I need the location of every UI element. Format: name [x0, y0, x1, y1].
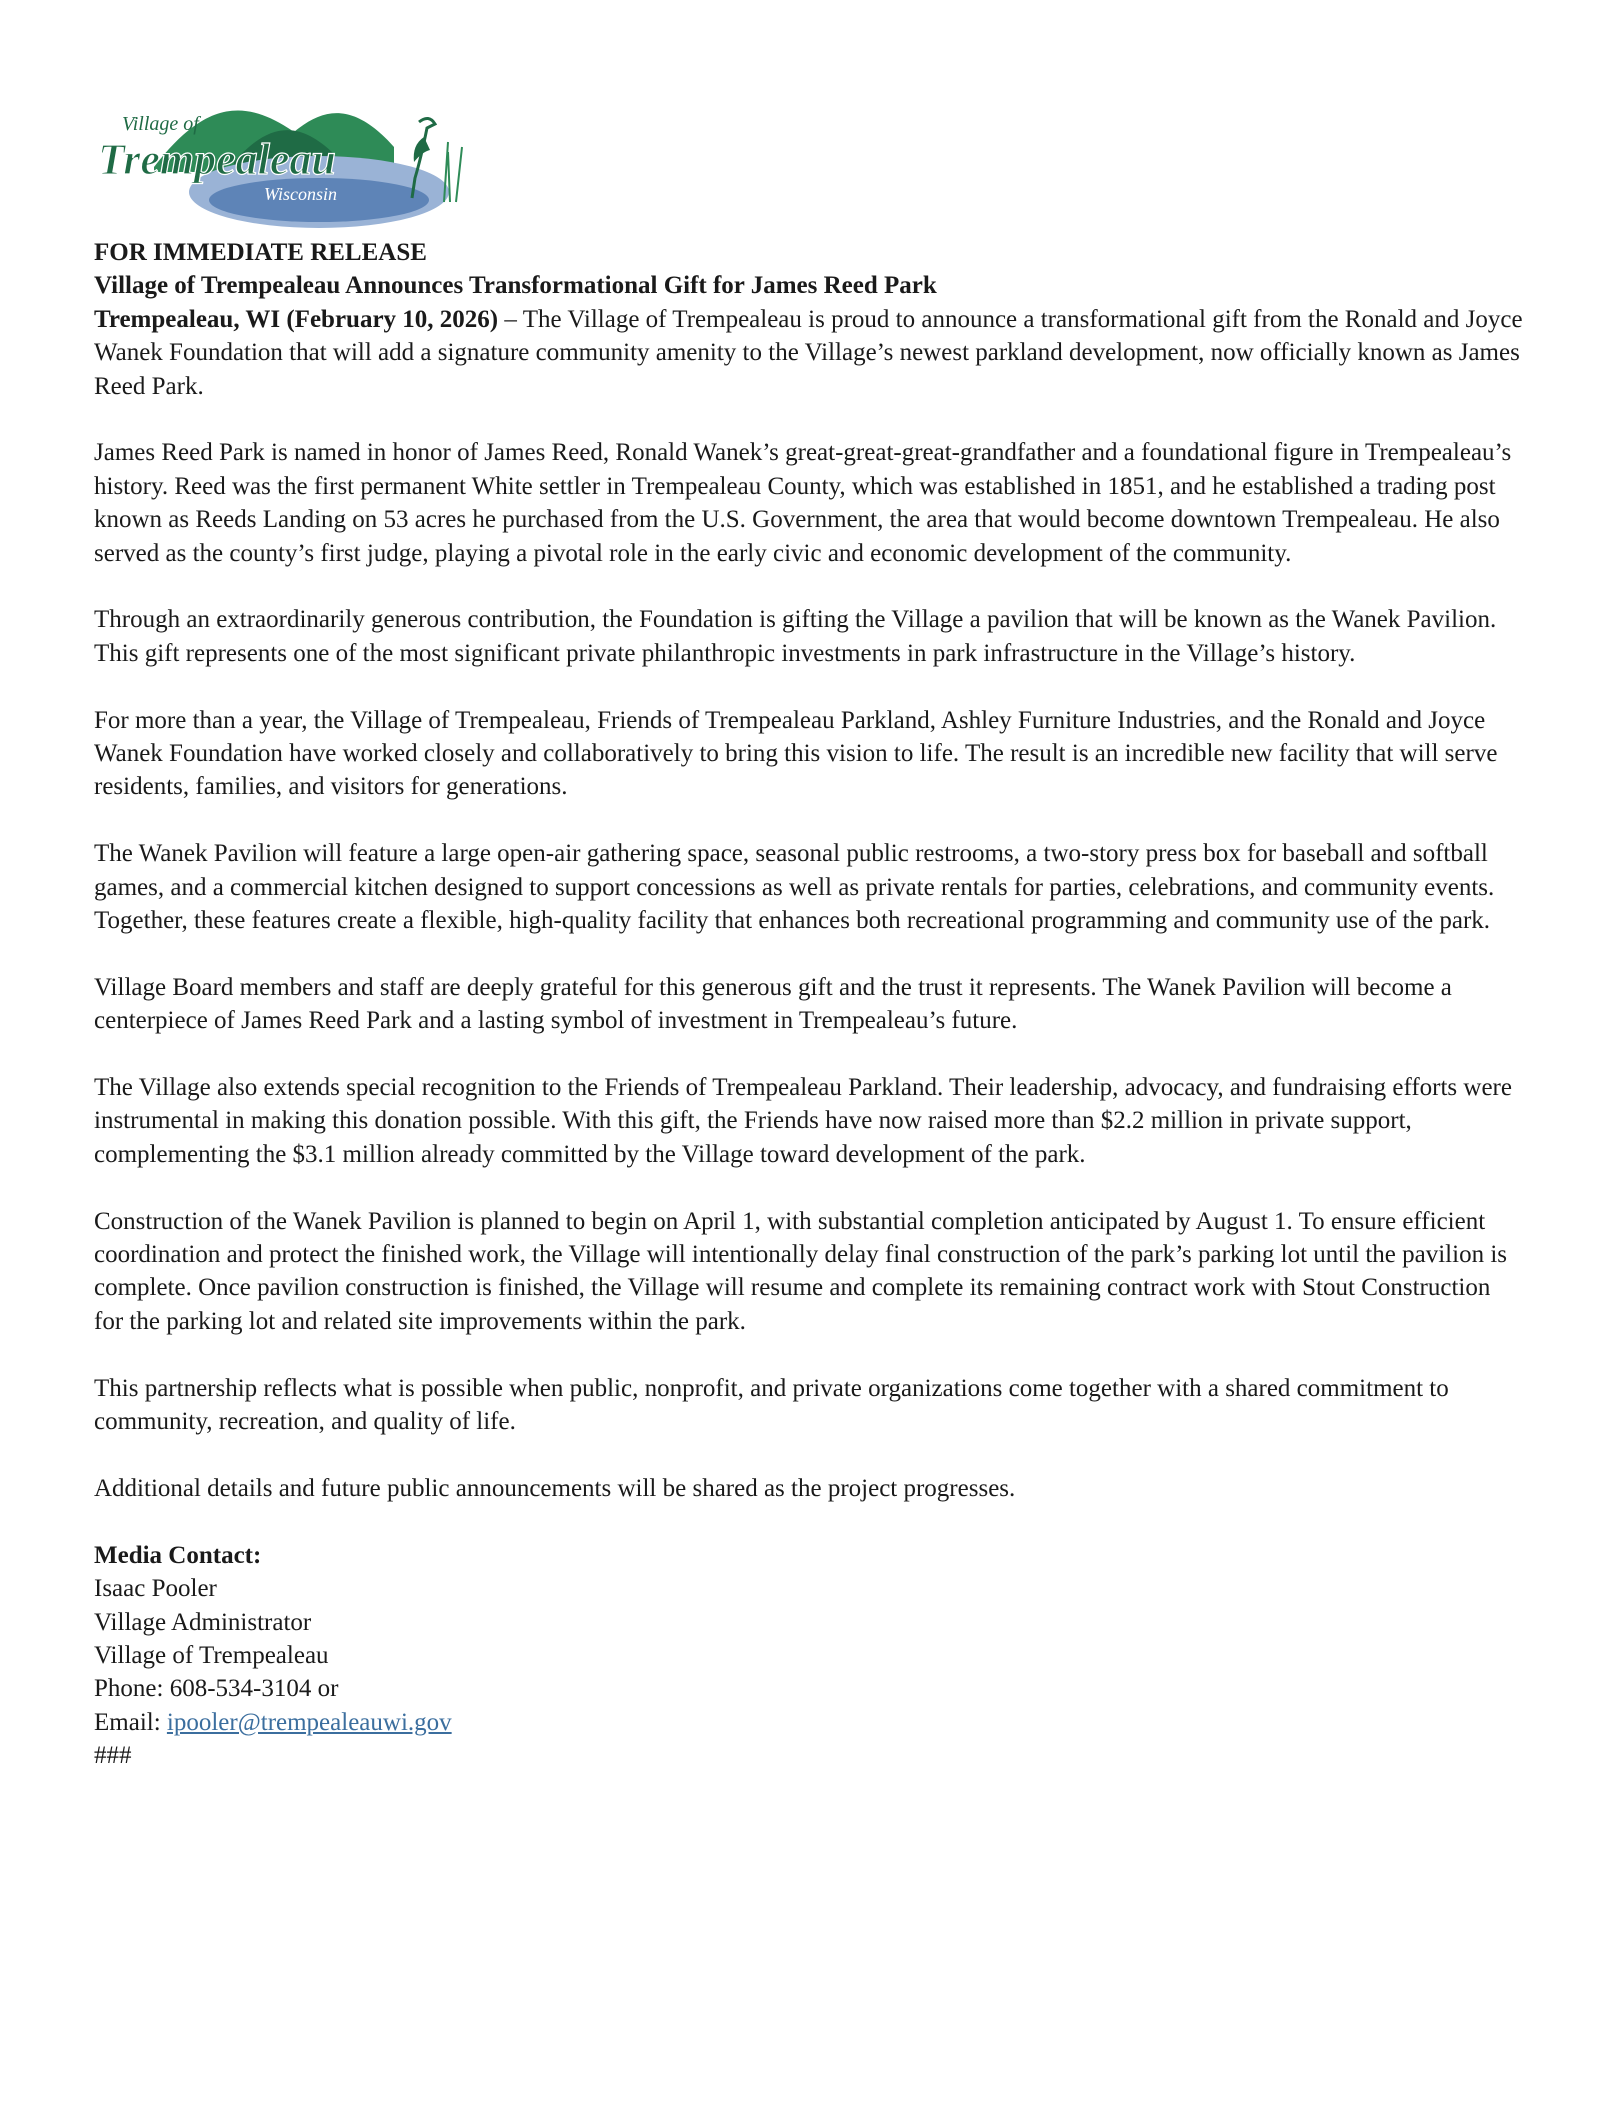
- release-body: [94, 236, 1524, 1773]
- paragraph-gift: Through an extraordinarily generous contribution, the Foundation is gifting the Village a pavilion that will be known as the Wanek Pavilion. This gift represents one of the most significant private philanthropic investments in park infrastructure in the Village’s history.: [94, 606, 1497, 667]
- contact-email-link[interactable]: ipooler@trempealeauwi.gov: [166, 1708, 452, 1736]
- contact-title: Media Contact:: [94, 1541, 262, 1569]
- release-label: FOR IMMEDIATE RELEASE: [94, 239, 427, 266]
- contact-name: Isaac Pooler: [94, 1575, 217, 1603]
- paragraph-james-reed: James Reed Park is named in honor of James Reed, Ronald Wanek’s great-great-great-grandfather and a foundational figure in Trempealeau’s history. Reed was the first permanent White settler in Trempealeau County, which was established in 1851, and he established a trading post known as Reeds Landing on 53 acres he purchased from the U.S. Government, the area that would become downtown Trempealeau. He also served as the county’s first judge, playing a pivotal role in the early civic and economic development of the community.: [94, 439, 1512, 567]
- paragraph-features: The Wanek Pavilion will feature a large open-air gathering space, seasonal public restrooms, a two-story press box for baseball and softball games, and a commercial kitchen designed to support concessions as well as private rentals for parties, celebrations, and community events. Together, these features create a flexible, high-quality facility that enhances both recreational programming and community use of the park.: [94, 840, 1495, 935]
- contact-email-line: [94, 1706, 1524, 1739]
- paragraph-gratitude: Village Board members and staff are deeply grateful for this generous gift and the trust it represents. The Wanek Pavilion will become a centerpiece of James Reed Park and a lasting symbol of investment in Trempealeau’s future.: [94, 973, 1452, 1035]
- paragraph-reflection: This partnership reflects what is possible when public, nonprofit, and private organizations come together with a shared commitment to community, recreation, and quality of life.: [94, 1374, 1449, 1436]
- lead-paragraph-text: – The Village of Trempealeau is proud to announce a transformational gift from the Ronald and Joyce Wanek Foundation that will add a signature community amenity to the Village’s newest parkland development, now officially known as James Reed Park.: [94, 305, 1523, 400]
- paragraph-friends: The Village also extends special recognition to the Friends of Trempealeau Parkland. Their leadership, advocacy, and fundraising efforts were instrumental in making this donation possible. With this gift, the Friends have now raised more than $2.2 million in private support, complementing the $3.1 million already committed by the Village toward development of the park.: [94, 1074, 1512, 1168]
- contact-phone: Phone: 608-534-3104 or: [94, 1675, 339, 1703]
- end-mark: ###: [94, 1742, 132, 1770]
- lead-paragraph: [94, 303, 1524, 403]
- paragraph-additional: Additional details and future public announcements will be shared as the project progresses.: [94, 1474, 1016, 1502]
- contact-org: Village of Trempealeau: [94, 1641, 329, 1669]
- paragraph-construction: Construction of the Wanek Pavilion is planned to begin on April 1, with substantial completion anticipated by August 1. To ensure efficient coordination and protect the finished work, the Village will intentionally delay final construction of the park’s parking lot until the pavilion is complete. Once pavilion construction is finished, the Village will resume and complete its remaining contract work with Stout Construction for the parking lot and related site improvements within the park.: [94, 1207, 1508, 1335]
- logo-line3: Wisconsin: [264, 184, 338, 204]
- logo-line1: Village of: [122, 113, 199, 135]
- village-logo: [94, 92, 474, 232]
- contact-role: Village Administrator: [94, 1608, 312, 1636]
- dateline: Trempealeau, WI (February 10, 2026): [94, 305, 499, 333]
- paragraph-partnership: For more than a year, the Village of Trempealeau, Friends of Trempealeau Parkland, Ashley Furniture Industries, and the Ronald and Joyce Wanek Foundation have worked closely and collaboratively to bring this vision to life. The result is an incredible new facility that will serve residents, families, and visitors for generations.: [94, 706, 1498, 801]
- contact-email-label: Email:: [94, 1708, 167, 1736]
- headline: Village of Trempealeau Announces Transformational Gift for James Reed Park: [94, 272, 937, 300]
- logo-line2: Trempealeau: [98, 135, 336, 184]
- media-contact: [94, 1539, 1524, 1773]
